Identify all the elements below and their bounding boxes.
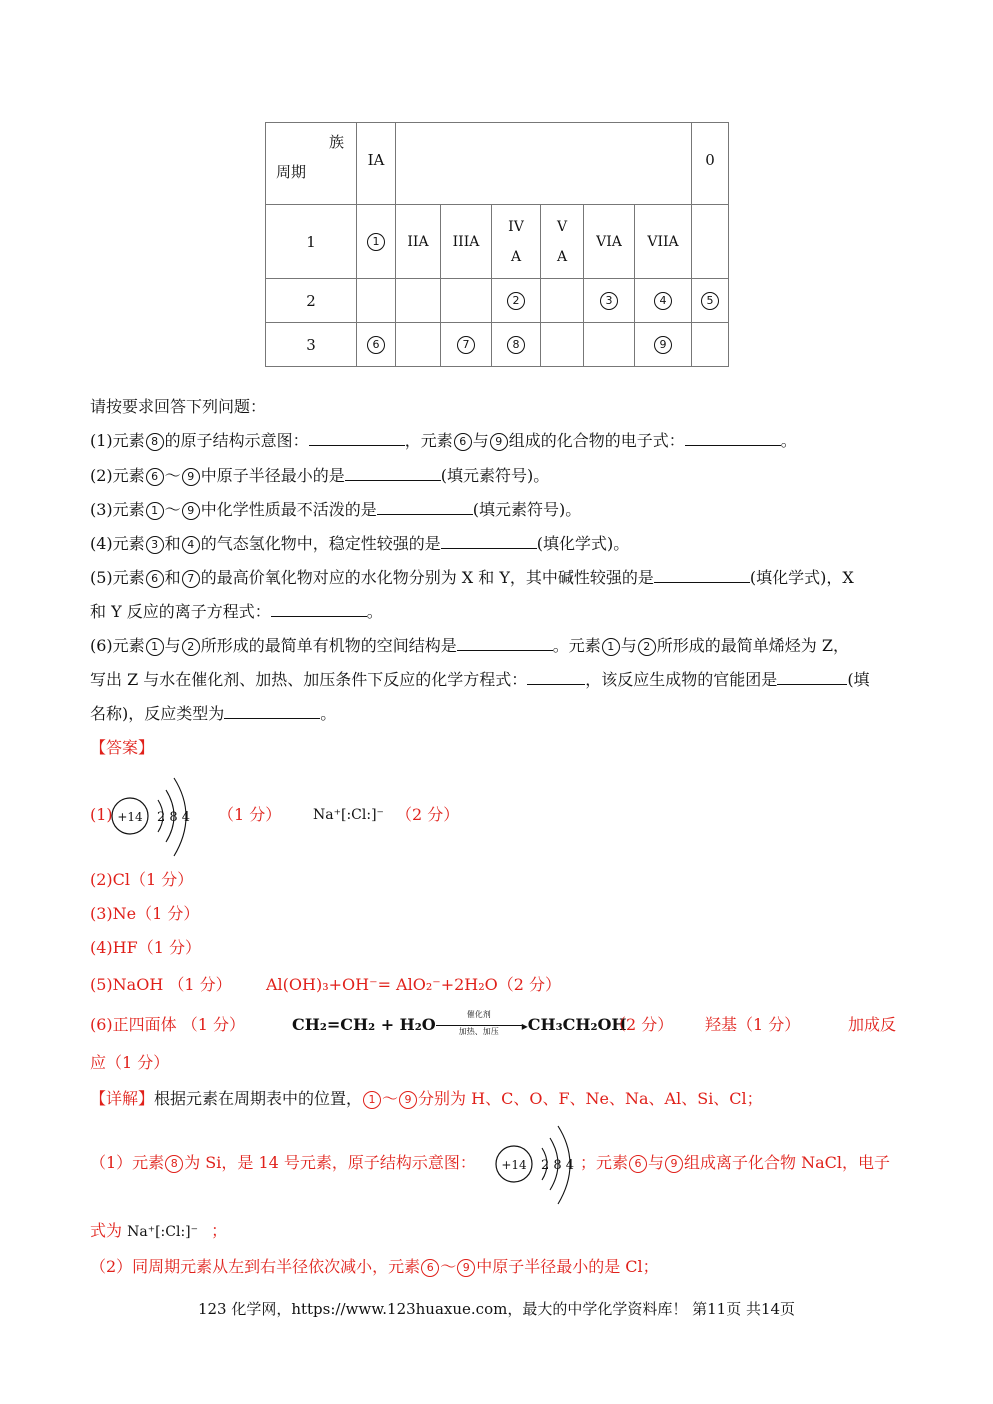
circled-number: 2 — [638, 638, 656, 656]
group-IVA-header: IV A — [492, 205, 541, 279]
answer-1-score1: （1 分） — [218, 805, 282, 824]
circled-number: 1 — [367, 233, 385, 251]
circled-number: 8 — [507, 336, 525, 354]
answer-6-reaction-type: 加成反 — [848, 1015, 897, 1034]
circled-number: 5 — [701, 292, 719, 310]
table-header-span — [396, 123, 692, 205]
cell-element-6 — [357, 323, 396, 367]
nacl-lewis-structure-detail: Na⁺[:Cl:]⁻ — [127, 1224, 199, 1240]
group-VIIA-header: VIIA — [635, 205, 692, 279]
atom-nucleus-label-detail: +14 — [501, 1158, 527, 1172]
group-label: 族 — [328, 133, 344, 151]
cell-element-2 — [492, 279, 541, 323]
cell-r2-c2 — [396, 279, 441, 323]
answer-5-label: (5)NaOH （1 分） — [90, 975, 232, 994]
answer-6-functional-group: 羟基（1 分） — [705, 1015, 801, 1034]
cell-element-9 — [635, 323, 692, 367]
detail-line-2: （2）同周期元素从左到右半径依次减小，元素 6 ～ 9 中原子半径最小的是 Cl； — [90, 1257, 659, 1276]
circled-number: 7 — [457, 336, 475, 354]
group-VIA-header: VIA — [584, 205, 635, 279]
reaction-condition-bottom: 加热、加压 — [458, 1026, 499, 1036]
circled-number: 9 — [654, 336, 672, 354]
ethylene-hydration-equation: CH₂=CH₂ + H₂O ▸ 催化剂 加热、加压 CH₃CH₂OH — [292, 1009, 627, 1036]
answer-6-score: （2 分） — [610, 1015, 674, 1034]
question-6-line3: 名称)，反应类型为 。 — [90, 704, 337, 723]
circled-number: 1 — [146, 638, 164, 656]
circled-number: 6 — [421, 1259, 439, 1277]
cell-r2-c1 — [357, 279, 396, 323]
detail-line-0: 【详解】根据元素在周期表中的位置， 1 ～ 9 分别为 H、C、O、F、Ne、Na、Al、Si、Cl； — [90, 1089, 763, 1108]
answer-6-reaction-type-cont: 应（1 分） — [90, 1053, 170, 1072]
group-IA-header: IA — [357, 123, 396, 205]
cell-r3-c6 — [584, 323, 635, 367]
atom-structure-diagram-detail — [494, 1120, 584, 1208]
cell-r2-c5 — [541, 279, 584, 323]
circled-number: 3 — [146, 536, 164, 554]
question-5-line1: (5)元素 6 和 7 的最高价氧化物对应的水化物分别为 X 和 Y，其中碱性较强的是 (填化学式)，X — [90, 568, 854, 587]
question-6-line2: 写出 Z 与水在催化剂、加热、加压条件下反应的化学方程式： ，该反应生成物的官能团是 (填 — [90, 670, 870, 689]
circled-number: 8 — [165, 1155, 183, 1173]
answer-3: (3)Ne（1 分） — [90, 904, 200, 923]
answer-1-label: (1) — [90, 805, 113, 824]
question-4: (4)元素 3 和 4 的气态氢化物中，稳定性较强的是 (填化学式)。 — [90, 534, 630, 553]
question-1: (1)元素 8 的原子结构示意图： ，元素 6 与 9 组成的化合物的电子式： 。 — [90, 431, 797, 450]
question-2: (2)元素 6 ～ 9 中原子半径最小的是 (填元素符号)。 — [90, 466, 550, 485]
period-2: 2 — [266, 279, 357, 323]
cell-r3-c8 — [692, 323, 729, 367]
answer-6-label: (6)正四面体 （1 分） — [90, 1015, 246, 1034]
question-6-line1: (6)元素 1 与 2 所形成的最简单有机物的空间结构是 。元素 1 与 2 所形成的最简单烯烃为 Z， — [90, 636, 849, 655]
circled-number: 6 — [367, 336, 385, 354]
circled-number: 6 — [146, 468, 164, 486]
answer-title: 【答案】 — [90, 738, 155, 757]
circled-number: 9 — [457, 1259, 475, 1277]
cell-element-7 — [441, 323, 492, 367]
circled-number: 2 — [182, 638, 200, 656]
periodic-table — [265, 122, 729, 367]
circled-number: 8 — [146, 433, 164, 451]
detail-line-1b: 式为 Na⁺[:Cl:]⁻ ； — [90, 1221, 228, 1240]
circled-number: 9 — [182, 502, 200, 520]
nacl-lewis-structure: Na⁺[:Cl:]⁻ — [313, 807, 384, 823]
cell-element-4 — [635, 279, 692, 323]
questions-intro: 请按要求回答下列问题： — [90, 397, 267, 416]
cell-r2-c3 — [441, 279, 492, 323]
atom-shell-labels-detail: 2 8 4 — [541, 1158, 575, 1173]
answer-5-equation: Al(OH)₃+OH⁻= AlO₂⁻+2H₂O（2 分） — [266, 975, 562, 994]
detail-line-1: （1）元素 8 为 Si，是 14 号元素，原子结构示意图： — [90, 1153, 476, 1172]
cell-element-5 — [692, 279, 729, 323]
circled-number: 1 — [146, 502, 164, 520]
group-IIA-header: IIA — [396, 205, 441, 279]
cell-r3-c2 — [396, 323, 441, 367]
group-IIIA-header: IIIA — [441, 205, 492, 279]
cell-element-1 — [357, 205, 396, 279]
circled-number: 6 — [629, 1155, 647, 1173]
atom-structure-diagram — [110, 772, 200, 860]
circled-number: 9 — [182, 468, 200, 486]
circled-number: 1 — [602, 638, 620, 656]
circled-number: 9 — [490, 433, 508, 451]
circled-number: 3 — [600, 292, 618, 310]
answer-4: (4)HF（1 分） — [90, 938, 201, 957]
atom-nucleus-label: +14 — [117, 810, 143, 824]
cell-r3-c5 — [541, 323, 584, 367]
circled-number: 9 — [399, 1091, 417, 1109]
reaction-condition-top: 催化剂 — [466, 1009, 491, 1019]
period-label: 周期 — [276, 163, 307, 181]
page-footer: 123 化学网，https://www.123huaxue.com，最大的中学化学资料库！ 第11页 共14页 — [197, 1300, 796, 1318]
circled-number: 6 — [146, 570, 164, 588]
period-1: 1 — [266, 205, 357, 279]
circled-number: 6 — [454, 433, 472, 451]
circled-number: 7 — [182, 570, 200, 588]
answer-2: (2)Cl（1 分） — [90, 870, 194, 889]
cell-element-3 — [584, 279, 635, 323]
cell-r1-c8 — [692, 205, 729, 279]
group-0-header: 0 — [692, 123, 729, 205]
period-3: 3 — [266, 323, 357, 367]
table-corner-cell — [266, 123, 357, 205]
circled-number: 1 — [363, 1091, 381, 1109]
circled-number: 2 — [507, 292, 525, 310]
question-3: (3)元素 1 ～ 9 中化学性质最不活泼的是 (填元素符号)。 — [90, 500, 582, 519]
circled-number: 9 — [665, 1155, 683, 1173]
circled-number: 4 — [182, 536, 200, 554]
cell-element-8 — [492, 323, 541, 367]
answer-1-score2: （2 分） — [396, 805, 460, 824]
question-5-line2: 和 Y 反应的离子方程式： 。 — [90, 602, 383, 621]
atom-shell-labels: 2 8 4 — [157, 810, 191, 825]
group-VA-header: V A — [541, 205, 584, 279]
detail-line-1-cont: ；元素 6 与 9 组成离子化合物 NaCl，电子 — [580, 1153, 891, 1172]
circled-number: 4 — [654, 292, 672, 310]
